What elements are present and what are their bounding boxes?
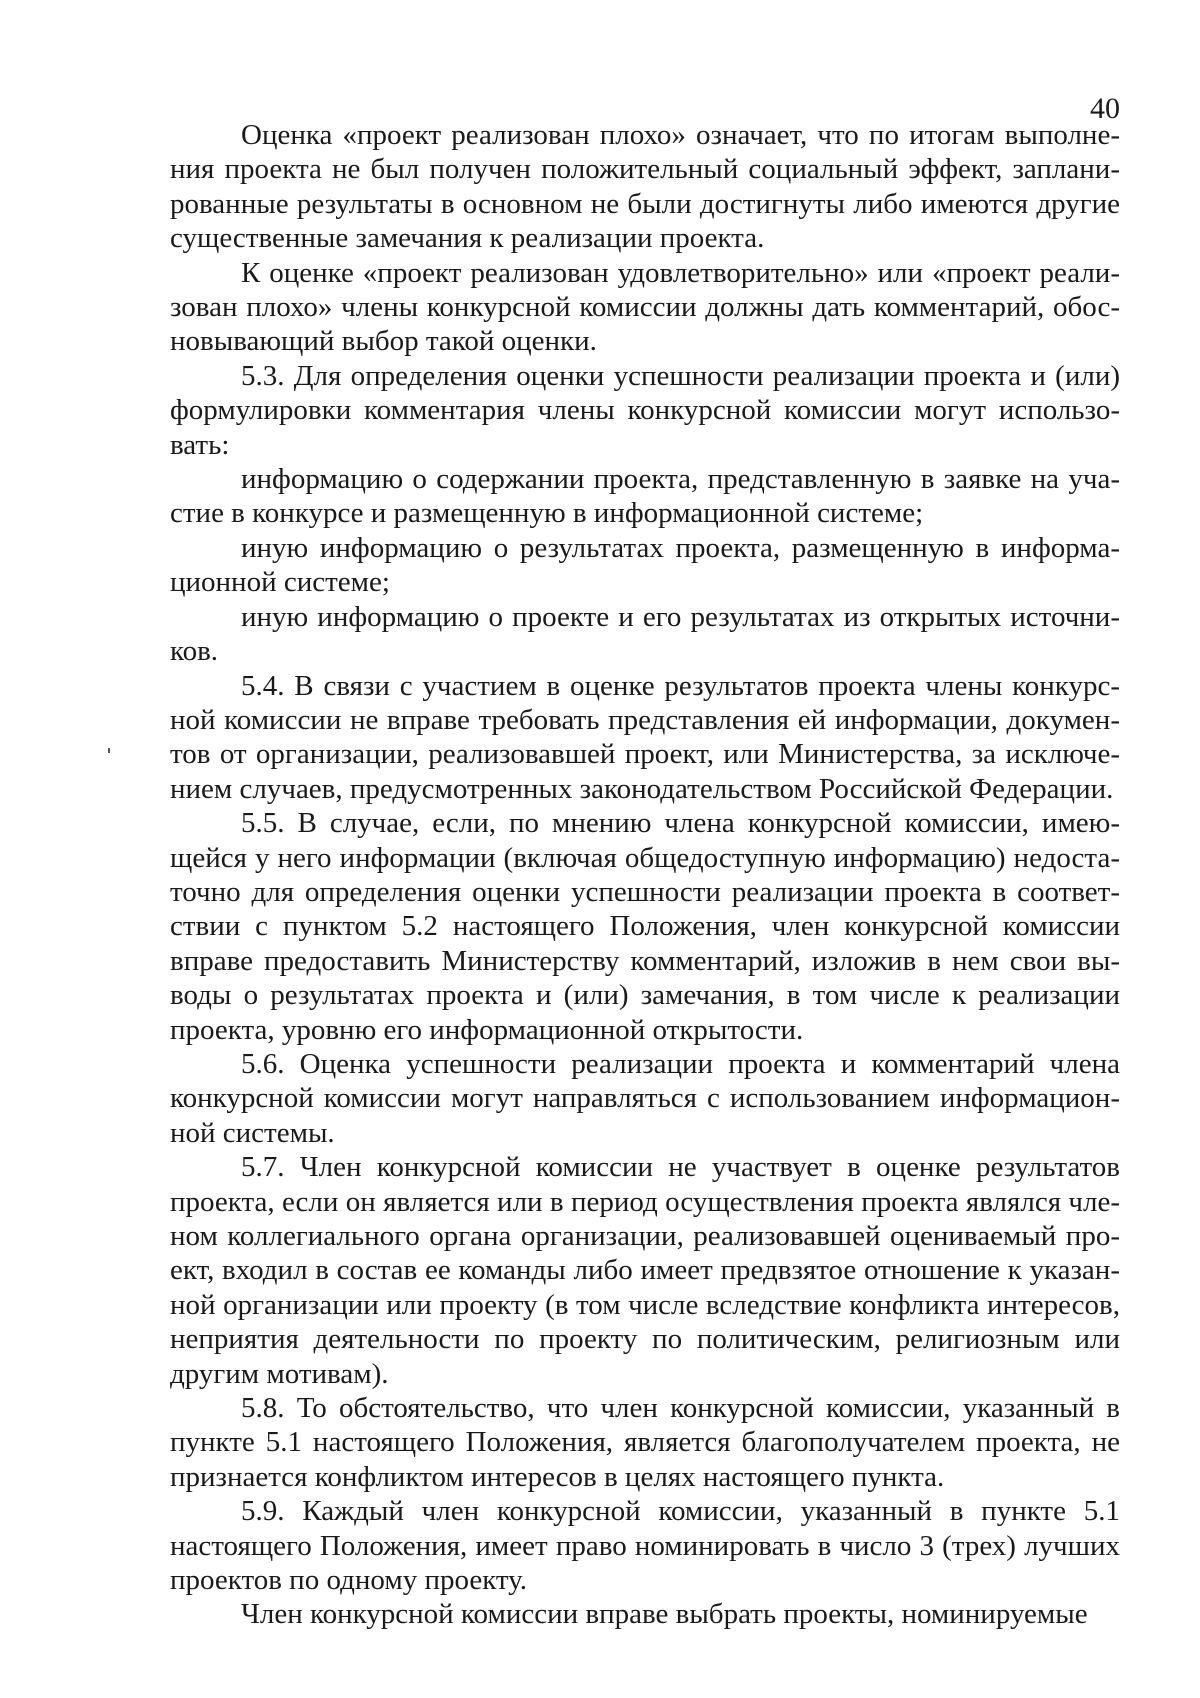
scan-speck [108, 748, 110, 753]
paragraph-5-4: 5.4. В связи с участием в оценке результатов проекта члены конкурсной комиссии не вправе требовать представления ей информации, документов от организации, реализовавшей проект, или Министерства, за исключением случаев, предусмотренных законодательством Российской Федерации. [170, 669, 1120, 805]
paragraph-5-7: 5.7. Член конкурсной комиссии не участвует в оценке результатов проекта, если он является или в период осуществления проекта являлся членом коллегиального органа организации, реализовавшей оцениваемый проект, входил в состав ее команды либо имеет предвзятое отношение к указанной организации или проекту (в том числе вследствие конфликта интересов, неприятия деятельности по проекту по политическим, религиозным или другим мотивам). [170, 1151, 1120, 1390]
paragraph-5-8: 5.8. То обстоятельство, что член конкурсной комиссии, указанный в пункте 5.1 настоящего Положения, является благополучателем проекта, не признается конфликтом интересов в целях настоящего пункта. [170, 1392, 1120, 1493]
paragraph-5-3: 5.3. Для определения оценки успешности реализации проекта и (или) формулировки комментария члены конкурсной комиссии могут использовать: [170, 359, 1120, 461]
paragraph-5-6: 5.6. Оценка успешности реализации проекта и комментарий члена конкурсной комиссии могут направляться с использованием информационной системы. [170, 1047, 1120, 1149]
list-item-open-sources: иную информацию о проекте и его результатах из открытых источников. [170, 600, 1120, 668]
paragraph-nomination: Член конкурсной комиссии вправе выбрать проекты, номинируемые [241, 1598, 1088, 1631]
page-number: 40 [1090, 92, 1120, 125]
paragraph-5-9: 5.9. Каждый член конкурсной комиссии, указанный в пункте 5.1 настоящего Положения, имеет право номинировать в число 3 (трех) лучших проектов по одному проекту. [170, 1495, 1120, 1597]
paragraph-comment-requirement: К оценке «проект реализован удовлетворительно» или «проект реализован плохо» члены конкурсной комиссии должны дать комментарий, обосновывающий выбор такой оценки. [170, 256, 1120, 358]
document-body [170, 118, 1120, 1632]
paragraph-5-5: 5.5. В случае, если, по мнению члена конкурсной комиссии, имеющейся у него информации (включая общедоступную информацию) недостаточно для определения оценки успешности реализации проекта в соответствии с пунктом 5.2 настоящего Положения, член конкурсной комиссии вправе предоставить Министерству комментарий, изложив в нем свои выводы о результатах проекта и (или) замечания, в том числе к реализации проекта, уровню его информационной открытости. [170, 807, 1120, 1046]
paragraph-rating-poor: Оценка «проект реализован плохо» означает, что по итогам выполнения проекта не был получен положительный социальный эффект, запланированные результаты в основном не были достигнуты либо имеются другие существенные замечания к реализации проекта. [170, 119, 1120, 255]
list-item-results-info: иную информацию о результатах проекта, размещенную в информационной системе; [170, 531, 1120, 599]
list-item-project-info: информацию о содержании проекта, представленную в заявке на участие в конкурсе и размещенную в информационной системе; [170, 463, 1120, 530]
